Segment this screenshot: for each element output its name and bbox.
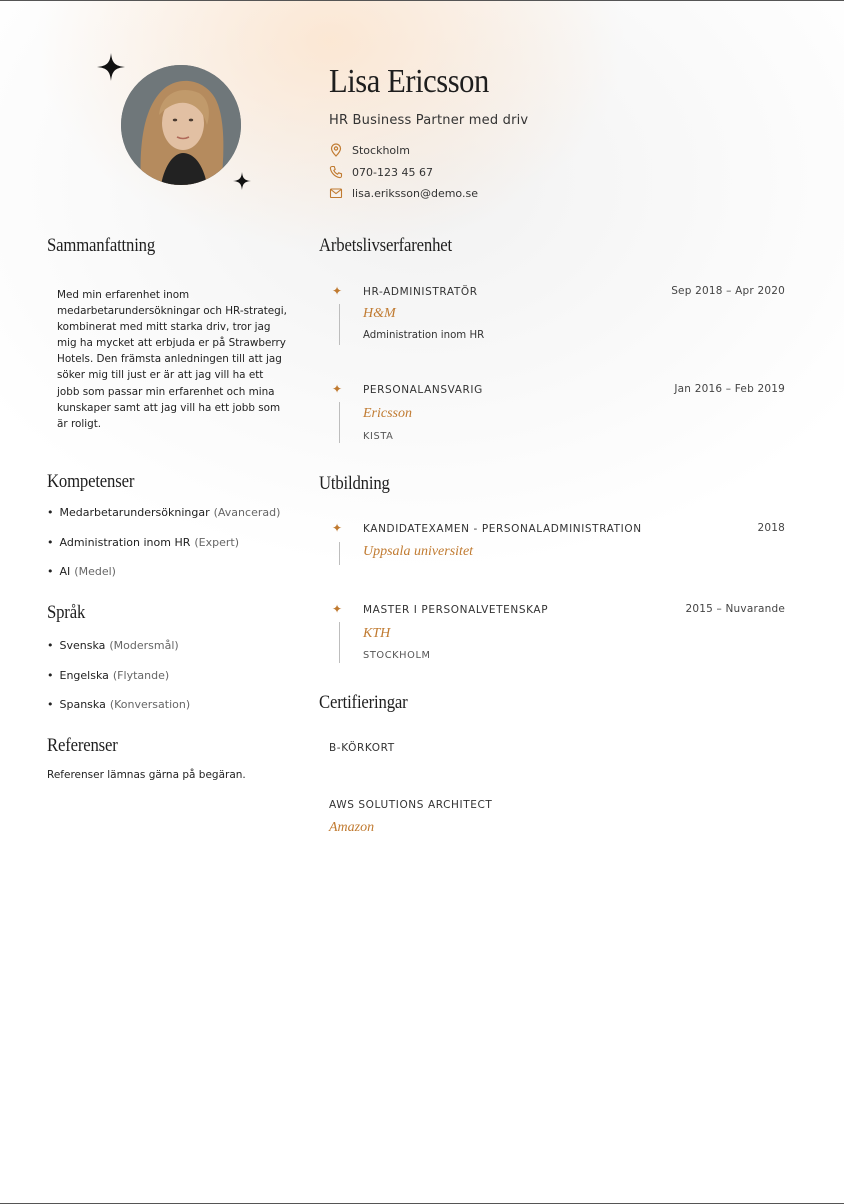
entry-role: HR-ADMINISTRATÖR [363,286,478,298]
sparkle-icon [233,172,251,190]
entry-detail: Administration inom HR [363,330,485,341]
entry-organization: Ericsson [363,406,412,421]
avatar [121,65,241,185]
star-icon: ✦ [332,382,343,396]
profile-photo [121,65,241,185]
entry-detail: STOCKHOLM [363,650,431,661]
language-level: (Konversation) [109,698,191,711]
entry-degree: KANDIDATEXAMEN - PERSONALADMINISTRATION [363,523,642,535]
mail-icon [329,186,343,200]
language-level: (Flytande) [112,668,170,682]
timeline-line [339,542,340,565]
list-item: • Svenska (Modersmål) [47,639,179,652]
language-name: Spanska [59,698,106,711]
language-level: (Modersmål) [109,639,179,652]
skills-list [47,506,280,595]
phone-icon [329,165,343,179]
education-entry [332,603,785,665]
skills-heading: Kompetenser [47,471,135,492]
entry-role: PERSONALANSVARIG [363,384,483,396]
skill-level: (Medel) [74,565,116,578]
phone-text[interactable]: 070-123 45 67 [352,165,433,179]
education-entry [332,522,785,566]
summary-text: Med min erfarenhet inom medarbetarundersökningar och HR-strategi, kombinerat med mitt starka driv, tror jag mig ha mycket att erbjuda er på Strawberry Hotels. Den främsta anledningen till att jag söker mig till just er är att jag vill ha ett jobb som passar min erfarenhet och mina kunskaper samt att jag vill ha ett jobb som är roligt. [57,289,287,430]
experience-entry [332,383,785,445]
references-heading: Referenser [47,735,118,756]
list-item: • Spanska (Konversation) [47,698,191,711]
entry-detail: KISTA [363,431,394,442]
entry-organization: H&M [363,306,396,321]
entry-degree: MASTER I PERSONALVETENSKAP [363,604,549,616]
certification-issuer: Amazon [329,820,375,835]
language-name: Svenska [59,639,106,652]
map-pin-icon [329,143,343,157]
entry-organization: Uppsala universitet [363,544,474,559]
list-item: • AI (Medel) [47,565,116,578]
language-name: Engelska [59,668,109,682]
email-link[interactable]: lisa.eriksson@demo.se [352,186,478,200]
contact-location [329,143,410,157]
experience-heading: Arbetslivserfarenhet [319,235,452,256]
summary-heading: Sammanfattning [47,235,156,256]
certifications-heading: Certifieringar [319,692,408,713]
entry-dates: Jan 2016 – Feb 2019 [674,383,785,395]
certification-name: AWS SOLUTIONS ARCHITECT [329,799,493,811]
candidate-name: Lisa Ericsson [329,63,489,100]
timeline-line [339,622,340,663]
list-item: • Medarbetarundersökningar (Avancerad) [47,506,281,519]
languages-heading: Språk [47,602,86,623]
location-text: Stockholm [352,143,410,157]
entry-organization: KTH [363,626,391,641]
contact-phone[interactable] [329,165,433,179]
timeline-line [339,402,340,443]
entry-dates: 2015 – Nuvarande [685,603,785,615]
certification-name: B-KÖRKORT [329,742,395,754]
contact-email[interactable] [329,186,478,200]
star-icon: ✦ [332,284,343,298]
skill-level: (Expert) [194,535,240,549]
education-heading: Utbildning [319,473,390,494]
star-icon: ✦ [332,521,343,535]
timeline-line [339,304,340,345]
list-item: • Engelska (Flytande) [47,668,170,682]
entry-dates: Sep 2018 – Apr 2020 [671,285,785,297]
list-item: • Administration inom HR (Expert) [47,535,240,549]
star-icon: ✦ [332,602,343,616]
languages-list [47,639,190,728]
skill-name: Administration inom HR [59,535,191,549]
references-text: Referenser lämnas gärna på begäran. [47,769,246,781]
skill-level: (Avancerad) [213,506,281,519]
experience-entry [332,285,785,345]
skill-name: Medarbetarundersökningar [59,506,210,519]
candidate-headline: HR Business Partner med driv [329,113,529,128]
skill-name: AI [59,565,71,578]
entry-dates: 2018 [757,522,785,534]
